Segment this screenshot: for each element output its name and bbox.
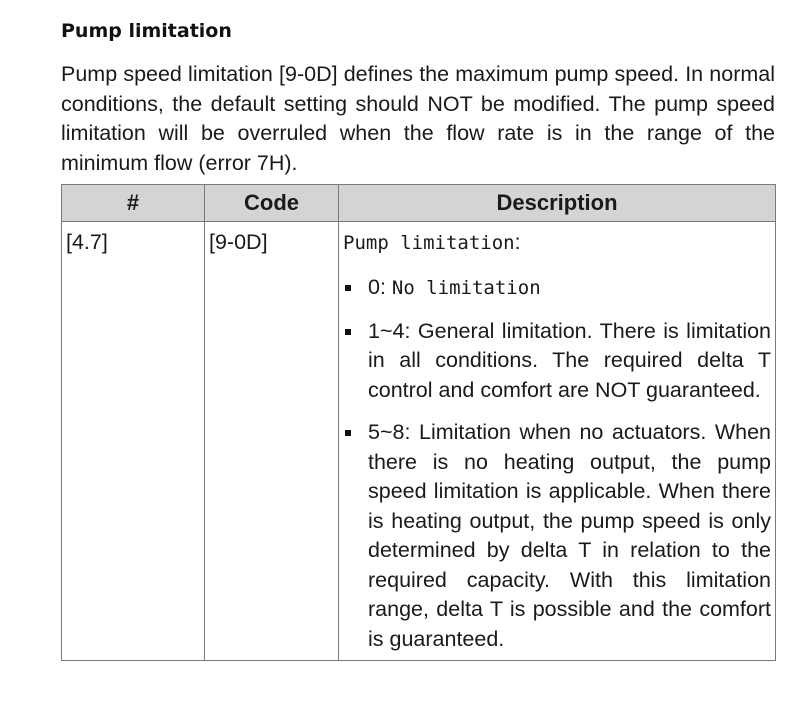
intro-paragraph: Pump speed limitation [9-0D] defines the maximum pump speed. In normal conditions, the default setting should NOT be modified. The pump speed limitation will be overruled when the flow rate is in the range of the minimum flow (error 7H).: [61, 62, 775, 175]
header-description: Description: [339, 185, 776, 222]
option-code: 0: [368, 275, 380, 299]
option-code: 5~8: [368, 420, 405, 444]
setting-code: [9-0D]: [209, 230, 268, 254]
bullet-icon: [345, 285, 351, 291]
table-row: [62, 222, 776, 661]
setting-number: [4.7]: [66, 230, 108, 254]
bullet-icon: [345, 329, 351, 335]
section-heading: Pump limitation: [61, 20, 232, 42]
cell-code: [205, 222, 339, 661]
table-header-row: [62, 185, 776, 222]
option-label: No limitation: [391, 277, 541, 299]
cell-num: [62, 222, 205, 661]
option-item: 5~8: Limitation when no actuators. When there is no heating output, the pump speed limitation is applicable. When there is heating output, the pump speed is only determined by delta T in relation to the required capacity. With this limitation range, delta T is possible and the comfort is guaranteed.: [343, 418, 771, 654]
header-num: #: [62, 185, 205, 222]
option-text: General limitation. There is limitation in all conditions. The required delta T control and comfort are NOT guaranteed.: [368, 318, 772, 402]
description-title: [343, 230, 771, 255]
option-code: 1~4: [368, 318, 405, 343]
bullet-icon: [345, 430, 351, 436]
settings-table: [61, 184, 776, 661]
option-item: 0: No limitation: [343, 273, 771, 304]
option-item: 1~4: General limitation. There is limitation in all conditions. The required delta T control and comfort are NOT guaranteed.: [343, 317, 771, 406]
cell-description: [339, 222, 776, 661]
header-code: Code: [205, 185, 339, 222]
description-title-text: Pump limitation: [343, 232, 515, 254]
option-text: Limitation when no actuators. When there is no heating output, the pump speed limitation is applicable. When there is heating output, the pump speed is only determined by delta T in relation to the required capacity. With this limitation range, delta T is possible and the comfort is guaranteed.: [368, 420, 771, 651]
description-title-colon: :: [514, 230, 521, 254]
